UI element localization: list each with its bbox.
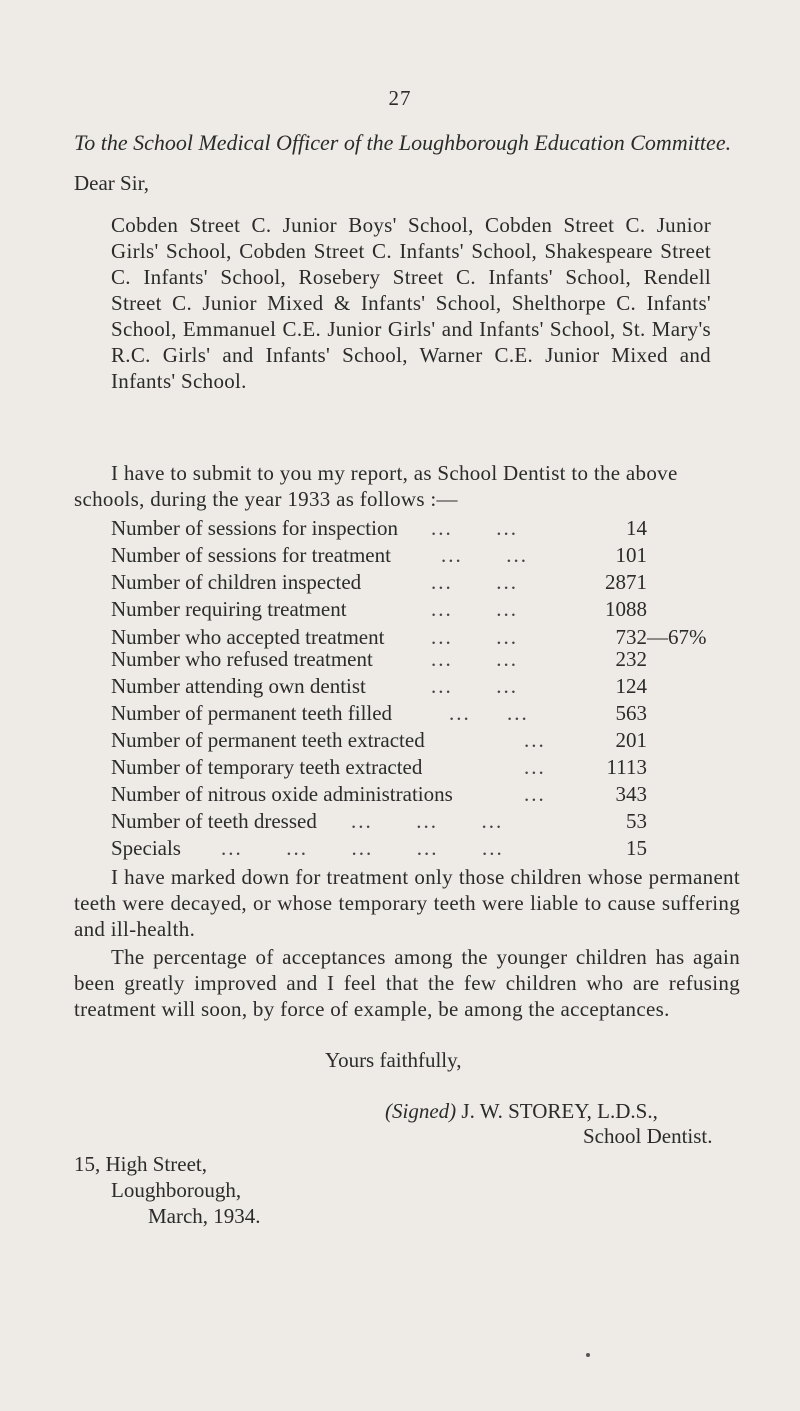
signatory-title: School Dentist. [583, 1124, 713, 1148]
leader-dots: ... [524, 728, 546, 752]
stat-value: 343 [615, 782, 647, 806]
leader-dots: ... ... [431, 570, 518, 594]
paper-speck [586, 1353, 590, 1357]
stat-label: Number of temporary teeth extracted [111, 755, 423, 779]
leader-dots: ... ... [449, 701, 529, 725]
footer-date: March, 1934. [148, 1204, 261, 1228]
stat-label: Number of teeth dressed [111, 809, 317, 833]
schools-paragraph: Cobden Street C. Junior Boys' School, Cobden Street C. Junior Girls' School, Cobden Street C. Infants' School, Shakespeare Street C. Infants' School, Rosebery Street C. Infants' School, Rendell Street C. Junior Mixed & Infants' School, Shelthorpe C. Infants' School, Emmanuel C.E. Junior Girls' and Infants' School, St. Mary's R.C. Girls' and Infants' School, Warner C.E. Junior Mixed and Infants' School. [111, 213, 711, 393]
stat-value: 2871 [605, 570, 647, 594]
stat-value: 201 [615, 728, 647, 752]
signature-line [385, 1099, 658, 1124]
stat-row [111, 647, 731, 673]
stat-label: Number of sessions for inspection [111, 516, 398, 540]
stat-label: Specials [111, 836, 181, 860]
footer-town: Loughborough, [111, 1178, 242, 1202]
leader-dots: ... ... [431, 647, 518, 671]
footer-address [74, 1151, 261, 1229]
leader-dots: ... ... [431, 597, 518, 621]
stat-label: Number of sessions for treatment [111, 543, 391, 567]
stat-value: 1113 [606, 755, 647, 779]
salutation: Dear Sir, [74, 171, 149, 195]
stat-row [111, 570, 731, 596]
stat-value: 732 [615, 625, 647, 649]
leader-dots: ... ... [431, 516, 518, 540]
stat-value: 124 [615, 674, 647, 698]
signatory-name: J. W. STOREY, L.D.S., [461, 1099, 658, 1123]
stat-row [111, 674, 731, 700]
stat-row [111, 836, 731, 862]
signed-prefix: (Signed) [385, 1099, 457, 1123]
closing: Yours faithfully, [325, 1048, 462, 1072]
stat-row [111, 782, 731, 808]
stat-value: 53 [626, 809, 647, 833]
report-intro-paragraph: I have to submit to you my report, as School Dentist to the above schools, during the year 1933 as follows :— [74, 461, 678, 511]
stat-value: 232 [615, 647, 647, 671]
stat-label: Number of children inspected [111, 570, 362, 594]
footer-street: 15, High Street, [74, 1152, 207, 1176]
stat-row [111, 701, 731, 727]
stat-label: Number of permanent teeth extracted [111, 728, 425, 752]
leader-dots: ... [524, 782, 546, 806]
stat-label: Number requiring treatment [111, 597, 347, 621]
stat-row [111, 809, 731, 835]
address-line: To the School Medical Officer of the Loughborough Education Committee. [74, 130, 732, 155]
stat-row [111, 543, 731, 569]
stat-value: 101 [615, 543, 647, 567]
leader-dots: ... ... [431, 625, 518, 649]
stat-label: Number who accepted treatment [111, 625, 385, 649]
stat-label: Number who refused treatment [111, 647, 373, 671]
stat-value: 14 [626, 516, 647, 540]
leader-dots: ... ... ... ... ... [221, 836, 504, 860]
page-number: 27 [388, 86, 412, 110]
stat-label: Number attending own dentist [111, 674, 366, 698]
treatment-paragraph: I have marked down for treatment only those children whose permanent teeth were decayed, or whose temporary teeth were liable to cause suffering and ill-health. [74, 865, 740, 941]
stat-row [111, 755, 731, 781]
stat-row [111, 728, 731, 754]
leader-dots: ... ... [441, 543, 528, 567]
leader-dots: ... ... ... [351, 809, 504, 833]
stat-value: 563 [615, 701, 647, 725]
leader-dots: ... [524, 755, 546, 779]
leader-dots: ... ... [431, 674, 518, 698]
stat-row [111, 597, 731, 623]
stat-percentage: —67% [647, 625, 707, 649]
stat-row [111, 516, 731, 542]
stat-label: Number of nitrous oxide administrations [111, 782, 453, 806]
acceptances-paragraph: The percentage of acceptances among the younger children has again been greatly improved and I feel that the few children who are refusing treatment will soon, by force of example, be among the acceptances. [74, 945, 740, 1021]
stat-value: 1088 [605, 597, 647, 621]
stat-value: 15 [626, 836, 647, 860]
stat-label: Number of permanent teeth filled [111, 701, 393, 725]
